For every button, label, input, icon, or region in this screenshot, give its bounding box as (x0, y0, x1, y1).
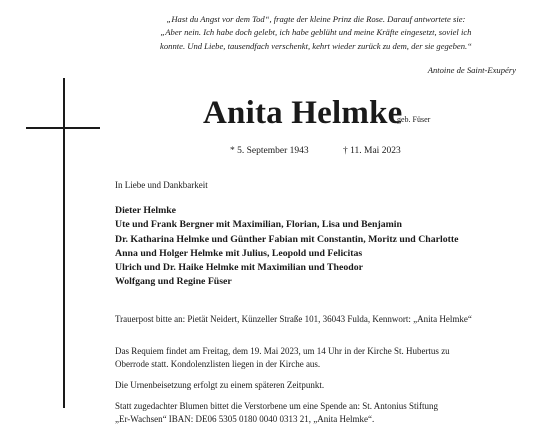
donation-line: „Er-Wachsen“ IBAN: DE06 5305 0180 0040 0313 21, „Anita Helmke“. (115, 413, 375, 424)
requiem-line: Das Requiem findet am Freitag, dem 19. Mai 2023, um 14 Uhr in der Kirche St. Hubertus zu (115, 346, 450, 356)
requiem-notice (115, 345, 450, 370)
requiem-line: Oberrode statt. Kondolenzlisten liegen in der Kirche aus. (115, 358, 321, 369)
quote-line: „Hast du Angst vor dem Tod“, fragte der kleine Prinz die Rose. Darauf antwortete sie: (166, 14, 466, 24)
intro-line: In Liebe und Dankbarkeit (115, 180, 208, 190)
epigraph-quote (112, 13, 520, 53)
quote-line: konnte. Und Liebe, tausendfach verschenkt, kehrt wieder zurück zu dem, der sie gegeben.“ (160, 40, 472, 51)
mail-notice (115, 313, 472, 326)
family-entry: Dr. Katharina Helmke und Günther Fabian mit Constantin, Moritz und Charlotte (115, 233, 459, 245)
family-entry: Anna und Holger Helmke mit Julius, Leopold und Felicitas (115, 247, 363, 259)
family-entry: Wolfgang und Regine Füser (115, 276, 232, 288)
mail-line: Trauerpost bitte an: Pietät Neidert, Künzeller Straße 101, 36043 Fulda, Kennwort: „Anita Helmke“ (115, 314, 472, 324)
urn-line: Die Urnenbeisetzung erfolgt zu einem späteren Zeitpunkt. (115, 380, 325, 390)
maiden-name: geb. Füser (397, 115, 431, 124)
family-list (115, 204, 458, 290)
donation-line: Statt zugedachter Blumen bittet die Verstorbene um eine Spende an: St. Antonius Stiftung (115, 401, 439, 411)
family-entry: Dieter Helmke (115, 205, 177, 216)
death-date: † 11. Mai 2023 (343, 146, 401, 156)
urn-notice (115, 379, 324, 392)
family-entry: Ulrich und Dr. Haike Helmke mit Maximilian und Theodor (115, 262, 363, 274)
quote-line: „Aber nein. Ich habe doch gelebt, ich habe geblüht und meine Kräfte eingesetzt, soviel ich (160, 27, 472, 38)
cross-icon-bar (26, 127, 100, 129)
deceased-name: Anita Helmke (203, 95, 403, 131)
birth-date: * 5. September 1943 (230, 146, 309, 156)
family-entry: Ute und Frank Bergner mit Maximilian, Florian, Lisa und Benjamin (115, 219, 402, 231)
donation-notice (115, 400, 438, 425)
quote-author: Antoine de Saint-Exupéry (427, 65, 516, 75)
